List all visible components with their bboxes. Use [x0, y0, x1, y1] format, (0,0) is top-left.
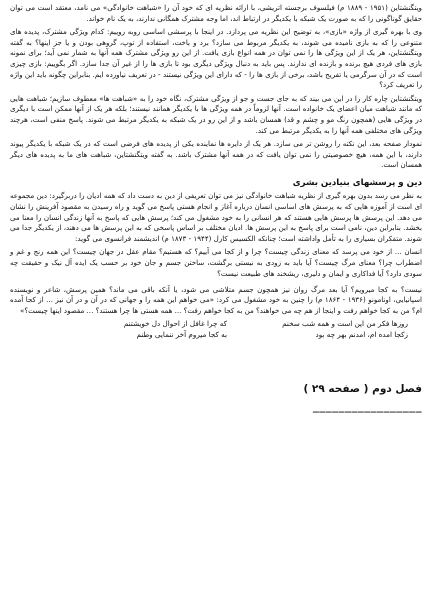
paragraph-family-resemblance: ویتگنشتاین چاره کار را در این می بیند که به جای جست و جو از ویژگی مشترک، نگاه خود را به «شباهت ها» معطوف سازیم؛ شباهت هایی که مانند شباهت میان اعضای یک خانواده است. آنها لزوماً در همه ویژگی ها با یکدیگر همانند نیستند؛ بلکه هر یک از آنها ممکن است با دیگری در ویژگی هایی (همچون رنگ مو و چشم و قد) همسان باشد و از این رو در یک شبکه به یکدیگر مرتبط می شوند. پاسخ منفی است، هرچند ویژگی های مختلفی همه آنها را به یکدیگر مرتبط می کند. — [10, 93, 422, 135]
poem-line-right-2: زکجا امده ام، امدنم بهر چه بود — [315, 330, 408, 340]
paragraph-unamuno-quote: نیست؟ به کجا میرویم؟ آیا بعد مرگ روان نیز همچون جسم متلاشی می شود، یا آنکه باقی می ماند؟ همین پرسش، شاعر و نویسنده اسپانیایی، اونامونو (۱۹۳۶ - ۱۸۶۴ م) را چنین به خود مشغول می کرد: «می خواهم این همه را و جهانی که در آن و در آن نیز ... از کجا آمده ام؟ من به کجا خواهم رفت و اینجا از هم چه می خواهند؟ من به کجا خواهم رفت؟ ... همه هستی ها چرا هستند؟ ... مقصود اینها چیست؟» — [10, 284, 422, 315]
section-heading: دین و پرسشهای بنیادین بشری — [292, 178, 422, 189]
chapter-label: فصل دوم ( صفحه ۲۹ ) — [303, 383, 422, 396]
poem-line-left-2: به کجا میروم آخر ننمایی وطنم — [136, 330, 227, 340]
separator-dashes: _________________ — [312, 402, 422, 414]
paragraph-game-example: وی با بهره گیری از واژه «بازی»، به توضیح این نظریه می پردازد. در اینجا با پرسشی اساسی روبه روییم: کدام ویژگی مشترک، پدیده های متنوعی را که به بازی نامیده می شوند، به یکدیگر مربوط می سازد؟ برد و باخت، استفاده از توپ، گروهی بودن و یا جز اینها؟ به گفته ویتگنشتاین، هر یک از این ویژگی ها را نمی توان در همه انواع بازی یافت. از این رو ویژگی مشترک همه آنها به شمار نمی آید؛ برای نمونه بازی های فردی هیچ برنده و بازنده ای ندارند. پس باید به دنبال ویژگی دیگری بود تا بازی ها را از غیر آن جدا سازد. اگر بگوییم: بازی چیزی است که در آن سرگرمی یا تفریح باشد، برخی از بازی ها را - که دارای این ویژگی نیستند - در تعریف نیاورده ایم. بنابراین چگونه باید این واژه را تعریف کرد؟ — [10, 27, 422, 90]
paragraph-definition-of-religion: به نظر می رسد بدون بهره گیری از نظریه شباهت خانوادگی نیز می توان تعریفی از دین به دست داد که همه ادیان را دربرگیرد: دین مجموعه ای است از آموزه هایی که به پرسش های اساسی انسان درباره آغاز و انجام هستی پاسخ می گوید و راه رسیدن به مقصود آفرینش را نشان می دهد. این پرسش ها پرسش هایی هستند که هر انسانی را به خود مشغول می کند؛ پرسش هایی که پاسخ به آنها زندگی انسان را معنا می بخشد. بنابراین دین، نامی است برای پاسخ به این پرسش ها. ادیان مختلف بر اساس پاسخی که به این پرسش ها می دهند، از یکدیگر جدا می شوند. متفکران بسیاری را به تأمل واداشته است؛ چنانکه الکسیس کارل (۱۹۴۴ - ۱۸۷۳ م) اندیشمند فرانسوی می گوید: — [10, 191, 422, 243]
poem-verse — [10, 318, 422, 340]
poem-line-right-1: روزها فکر من این است و همه شب سخنم — [282, 319, 408, 329]
paragraph-carrel-quote: انسان ... از خود می پرسد که معنای زندگی چیست؟ چرا و از کجا می آییم؟ که هستیم؟ مقام عقل در جهان چیست؟ این همه رنج و غم و اضطراب چرا؟ معنای مرگ چیست؟ آیا باید به زودی به نیستی برگشت، ساختن جسم و جان خود بر حسب یک ایده آل نیک و حقیقت چه سودی دارد؟ آیا فداکاری و ایمان و دلیری، ریشخند های طبیعت نیست؟ — [10, 247, 422, 278]
poem-line-left-1: که چرا غافل از احوال دل خویشتنم — [123, 319, 227, 329]
paragraph-diagram-note: نمودار صفحه بعد، این نکته را روشن تر می سازد. هر یک از دایره ها نماینده یکی از پدیده های فرضی است که در یک شبکه با یکدیگر پیوند دارند، با این همه، هیچ خصوصیتی را نمی توان یافت که در همه آنها مشترک باشد. به گفته ویتگنشتاین، شباهت های ما به پدیده های دیگر همسان است. — [10, 139, 422, 170]
paragraph-wittgenstein-intro: ویتگنشتاین (۱۹۵۱ - ۱۸۸۹ م) فیلسوف برجسته اتریشی، با ارائه نظریه ای که خود آن را «شباهت خانوادگی» می نامد، معتقد است می توان حقایق گوناگونی را که به صورت یک شبکه با یکدیگر در ارتباط اند، اما وجه مشترک همگانی ندارند، به یک نام خواند. — [10, 3, 422, 23]
